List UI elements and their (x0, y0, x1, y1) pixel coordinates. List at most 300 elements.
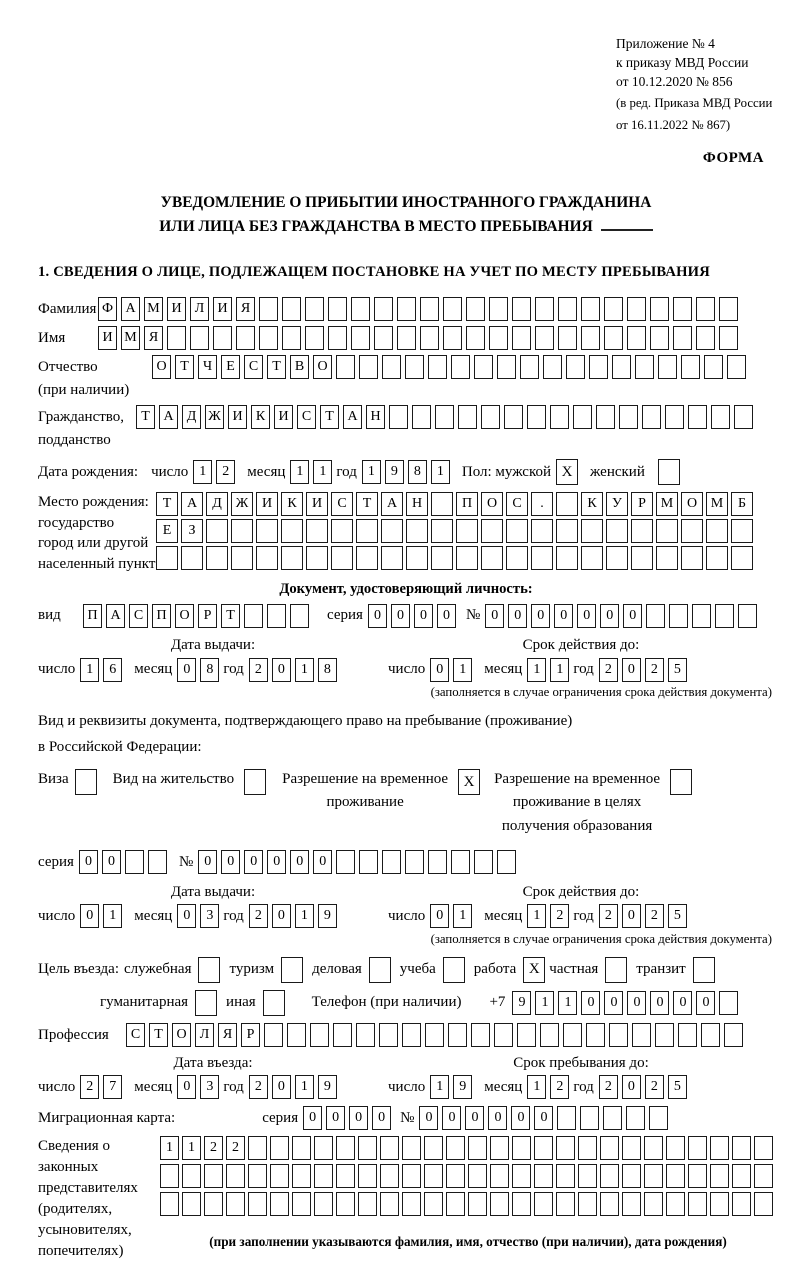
char-cell[interactable]: О (313, 355, 332, 379)
char-cell[interactable] (490, 1136, 509, 1160)
char-cell[interactable] (754, 1192, 773, 1216)
doc-issue-year-cells[interactable] (249, 658, 341, 682)
char-cell[interactable] (431, 492, 453, 516)
char-cell[interactable] (333, 1023, 352, 1047)
char-cell[interactable] (328, 326, 347, 350)
char-cell[interactable] (512, 1136, 531, 1160)
char-cell[interactable]: 5 (668, 904, 687, 928)
char-cell[interactable]: С (126, 1023, 145, 1047)
char-cell[interactable] (504, 405, 523, 429)
char-cell[interactable] (701, 1023, 720, 1047)
char-cell[interactable] (658, 355, 677, 379)
char-cell[interactable] (328, 297, 347, 321)
surname-cells[interactable] (98, 297, 742, 321)
char-cell[interactable] (512, 297, 531, 321)
char-cell[interactable]: 1 (453, 904, 472, 928)
char-cell[interactable] (244, 604, 263, 628)
purpose-work-checkbox[interactable]: X (523, 957, 545, 983)
char-cell[interactable]: Р (241, 1023, 260, 1047)
char-cell[interactable]: Я (144, 326, 163, 350)
char-cell[interactable] (446, 1192, 465, 1216)
char-cell[interactable] (626, 1106, 645, 1130)
char-cell[interactable] (606, 519, 628, 543)
char-cell[interactable] (512, 326, 531, 350)
residence-permit-checkbox[interactable] (244, 769, 266, 795)
char-cell[interactable] (631, 519, 653, 543)
char-cell[interactable]: Ф (98, 297, 117, 321)
entry-day-cells[interactable] (80, 1075, 126, 1099)
char-cell[interactable]: Е (221, 355, 240, 379)
char-cell[interactable] (259, 297, 278, 321)
char-cell[interactable] (402, 1164, 421, 1188)
birth-day-cells[interactable] (193, 460, 239, 484)
doc-valid-day-cells[interactable] (430, 658, 476, 682)
permit-series-cells[interactable] (79, 850, 171, 874)
char-cell[interactable]: Т (267, 355, 286, 379)
char-cell[interactable]: 0 (622, 658, 641, 682)
char-cell[interactable]: Д (206, 492, 228, 516)
patronymic-cells[interactable] (152, 355, 750, 379)
char-cell[interactable] (314, 1164, 333, 1188)
doc-issue-month-cells[interactable] (177, 658, 223, 682)
char-cell[interactable]: В (290, 355, 309, 379)
char-cell[interactable] (566, 355, 585, 379)
char-cell[interactable] (681, 519, 703, 543)
char-cell[interactable]: 8 (200, 658, 219, 682)
char-cell[interactable] (490, 1164, 509, 1188)
permit-valid-year-cells[interactable] (599, 904, 691, 928)
char-cell[interactable] (706, 546, 728, 570)
char-cell[interactable] (282, 297, 301, 321)
char-cell[interactable]: 0 (80, 904, 99, 928)
char-cell[interactable]: Е (156, 519, 178, 543)
migration-number-cells[interactable] (419, 1106, 672, 1130)
char-cell[interactable] (259, 326, 278, 350)
char-cell[interactable] (692, 604, 711, 628)
char-cell[interactable] (704, 355, 723, 379)
temp-residence-checkbox[interactable]: X (458, 769, 480, 795)
char-cell[interactable]: 2 (599, 904, 618, 928)
char-cell[interactable] (719, 991, 738, 1015)
char-cell[interactable]: 0 (622, 904, 641, 928)
char-cell[interactable] (512, 1164, 531, 1188)
char-cell[interactable] (644, 1136, 663, 1160)
char-cell[interactable] (706, 519, 728, 543)
char-cell[interactable]: 0 (221, 850, 240, 874)
char-cell[interactable] (248, 1136, 267, 1160)
char-cell[interactable] (256, 519, 278, 543)
char-cell[interactable] (642, 405, 661, 429)
char-cell[interactable] (336, 355, 355, 379)
doc-kind-cells[interactable] (83, 604, 313, 628)
char-cell[interactable] (424, 1192, 443, 1216)
char-cell[interactable]: С (129, 604, 148, 628)
char-cell[interactable] (688, 405, 707, 429)
char-cell[interactable] (358, 1136, 377, 1160)
char-cell[interactable]: З (181, 519, 203, 543)
char-cell[interactable]: 0 (326, 1106, 345, 1130)
char-cell[interactable] (631, 546, 653, 570)
char-cell[interactable] (160, 1164, 179, 1188)
char-cell[interactable]: А (159, 405, 178, 429)
char-cell[interactable]: И (167, 297, 186, 321)
char-cell[interactable]: 0 (272, 904, 291, 928)
char-cell[interactable] (231, 519, 253, 543)
char-cell[interactable]: 0 (531, 604, 550, 628)
char-cell[interactable] (540, 1023, 559, 1047)
char-cell[interactable]: 0 (581, 991, 600, 1015)
char-cell[interactable] (412, 405, 431, 429)
phone-cells[interactable] (512, 991, 742, 1015)
doc-number-cells[interactable] (485, 604, 761, 628)
char-cell[interactable]: К (281, 492, 303, 516)
char-cell[interactable] (696, 326, 715, 350)
char-cell[interactable] (424, 1136, 443, 1160)
char-cell[interactable] (292, 1192, 311, 1216)
char-cell[interactable] (125, 850, 144, 874)
char-cell[interactable] (389, 405, 408, 429)
char-cell[interactable] (754, 1136, 773, 1160)
char-cell[interactable]: Р (631, 492, 653, 516)
char-cell[interactable] (673, 297, 692, 321)
char-cell[interactable] (581, 326, 600, 350)
char-cell[interactable]: Т (136, 405, 155, 429)
char-cell[interactable]: 0 (349, 1106, 368, 1130)
char-cell[interactable] (581, 297, 600, 321)
char-cell[interactable] (397, 297, 416, 321)
char-cell[interactable] (468, 1136, 487, 1160)
char-cell[interactable]: 0 (508, 604, 527, 628)
char-cell[interactable]: 0 (198, 850, 217, 874)
char-cell[interactable] (490, 1192, 509, 1216)
char-cell[interactable] (213, 326, 232, 350)
char-cell[interactable]: С (297, 405, 316, 429)
sex-female-checkbox[interactable] (658, 459, 680, 485)
char-cell[interactable] (603, 1106, 622, 1130)
char-cell[interactable] (281, 546, 303, 570)
char-cell[interactable] (534, 1164, 553, 1188)
char-cell[interactable]: Р (198, 604, 217, 628)
char-cell[interactable]: 0 (442, 1106, 461, 1130)
char-cell[interactable]: И (228, 405, 247, 429)
char-cell[interactable] (456, 519, 478, 543)
char-cell[interactable] (374, 326, 393, 350)
char-cell[interactable] (468, 1164, 487, 1188)
char-cell[interactable]: Л (190, 297, 209, 321)
char-cell[interactable]: Т (320, 405, 339, 429)
char-cell[interactable] (512, 1192, 531, 1216)
char-cell[interactable] (206, 546, 228, 570)
char-cell[interactable] (402, 1023, 421, 1047)
char-cell[interactable] (710, 1192, 729, 1216)
givenname-cells[interactable] (98, 326, 742, 350)
char-cell[interactable] (167, 326, 186, 350)
char-cell[interactable] (270, 1164, 289, 1188)
char-cell[interactable] (534, 1136, 553, 1160)
char-cell[interactable] (732, 1136, 751, 1160)
char-cell[interactable]: 0 (430, 904, 449, 928)
char-cell[interactable]: 0 (177, 658, 196, 682)
char-cell[interactable] (281, 519, 303, 543)
char-cell[interactable] (443, 297, 462, 321)
char-cell[interactable] (356, 1023, 375, 1047)
char-cell[interactable]: 1 (453, 658, 472, 682)
char-cell[interactable] (206, 519, 228, 543)
char-cell[interactable] (600, 1192, 619, 1216)
char-cell[interactable] (287, 1023, 306, 1047)
char-cell[interactable] (600, 1136, 619, 1160)
char-cell[interactable] (466, 297, 485, 321)
char-cell[interactable] (451, 355, 470, 379)
char-cell[interactable]: 1 (550, 658, 569, 682)
char-cell[interactable] (380, 1164, 399, 1188)
char-cell[interactable]: 1 (295, 1075, 314, 1099)
char-cell[interactable] (402, 1136, 421, 1160)
char-cell[interactable]: А (181, 492, 203, 516)
char-cell[interactable] (506, 519, 528, 543)
char-cell[interactable]: 7 (103, 1075, 122, 1099)
char-cell[interactable]: 0 (102, 850, 121, 874)
char-cell[interactable]: 0 (372, 1106, 391, 1130)
char-cell[interactable]: 0 (627, 991, 646, 1015)
char-cell[interactable]: 8 (318, 658, 337, 682)
char-cell[interactable]: У (606, 492, 628, 516)
char-cell[interactable] (236, 326, 255, 350)
char-cell[interactable]: Т (356, 492, 378, 516)
char-cell[interactable] (622, 1192, 641, 1216)
char-cell[interactable]: К (251, 405, 270, 429)
char-cell[interactable] (710, 1164, 729, 1188)
char-cell[interactable] (446, 1164, 465, 1188)
char-cell[interactable]: Л (195, 1023, 214, 1047)
char-cell[interactable]: 1 (103, 904, 122, 928)
char-cell[interactable] (359, 355, 378, 379)
char-cell[interactable]: 3 (200, 1075, 219, 1099)
char-cell[interactable]: 0 (604, 991, 623, 1015)
char-cell[interactable]: 0 (414, 604, 433, 628)
char-cell[interactable] (724, 1023, 743, 1047)
char-cell[interactable] (731, 546, 753, 570)
stay-day-cells[interactable] (430, 1075, 476, 1099)
char-cell[interactable] (256, 546, 278, 570)
char-cell[interactable] (190, 326, 209, 350)
char-cell[interactable] (678, 1023, 697, 1047)
char-cell[interactable] (673, 326, 692, 350)
char-cell[interactable] (578, 1136, 597, 1160)
char-cell[interactable]: 0 (673, 991, 692, 1015)
char-cell[interactable] (556, 519, 578, 543)
birth-month-cells[interactable] (290, 460, 336, 484)
char-cell[interactable]: 9 (318, 1075, 337, 1099)
char-cell[interactable] (451, 850, 470, 874)
char-cell[interactable]: 0 (488, 1106, 507, 1130)
char-cell[interactable] (596, 405, 615, 429)
char-cell[interactable]: 2 (550, 904, 569, 928)
char-cell[interactable] (732, 1192, 751, 1216)
char-cell[interactable] (481, 546, 503, 570)
char-cell[interactable] (481, 405, 500, 429)
char-cell[interactable]: 1 (160, 1136, 179, 1160)
doc-valid-month-cells[interactable] (527, 658, 573, 682)
char-cell[interactable]: 1 (295, 904, 314, 928)
char-cell[interactable] (644, 1192, 663, 1216)
char-cell[interactable] (669, 604, 688, 628)
char-cell[interactable] (600, 1164, 619, 1188)
entry-year-cells[interactable] (249, 1075, 341, 1099)
char-cell[interactable] (292, 1164, 311, 1188)
char-cell[interactable]: 2 (645, 904, 664, 928)
birthplace-line2-cells[interactable] (156, 519, 756, 543)
char-cell[interactable]: 6 (103, 658, 122, 682)
char-cell[interactable]: Т (175, 355, 194, 379)
char-cell[interactable] (148, 850, 167, 874)
char-cell[interactable] (351, 326, 370, 350)
char-cell[interactable]: А (381, 492, 403, 516)
char-cell[interactable]: 0 (534, 1106, 553, 1130)
char-cell[interactable] (557, 1106, 576, 1130)
char-cell[interactable]: Ж (231, 492, 253, 516)
char-cell[interactable]: И (98, 326, 117, 350)
char-cell[interactable]: Ч (198, 355, 217, 379)
char-cell[interactable] (474, 850, 493, 874)
char-cell[interactable]: Т (149, 1023, 168, 1047)
char-cell[interactable]: 2 (204, 1136, 223, 1160)
char-cell[interactable] (446, 1136, 465, 1160)
permit-issue-year-cells[interactable] (249, 904, 341, 928)
doc-issue-day-cells[interactable] (80, 658, 126, 682)
char-cell[interactable]: 0 (430, 658, 449, 682)
char-cell[interactable] (556, 1192, 575, 1216)
char-cell[interactable] (468, 1192, 487, 1216)
char-cell[interactable] (734, 405, 753, 429)
char-cell[interactable] (182, 1192, 201, 1216)
permit-valid-day-cells[interactable] (430, 904, 476, 928)
char-cell[interactable] (710, 1136, 729, 1160)
char-cell[interactable] (356, 519, 378, 543)
char-cell[interactable]: Н (366, 405, 385, 429)
char-cell[interactable] (182, 1164, 201, 1188)
char-cell[interactable]: И (213, 297, 232, 321)
char-cell[interactable] (282, 326, 301, 350)
char-cell[interactable] (580, 1106, 599, 1130)
char-cell[interactable] (160, 1192, 179, 1216)
char-cell[interactable] (586, 1023, 605, 1047)
char-cell[interactable] (609, 1023, 628, 1047)
char-cell[interactable] (578, 1164, 597, 1188)
char-cell[interactable]: 0 (177, 1075, 196, 1099)
char-cell[interactable] (604, 326, 623, 350)
char-cell[interactable]: Д (182, 405, 201, 429)
char-cell[interactable] (443, 326, 462, 350)
char-cell[interactable] (314, 1136, 333, 1160)
permit-issue-day-cells[interactable] (80, 904, 126, 928)
char-cell[interactable] (428, 355, 447, 379)
char-cell[interactable]: 3 (200, 904, 219, 928)
char-cell[interactable] (336, 850, 355, 874)
char-cell[interactable] (556, 492, 578, 516)
char-cell[interactable] (425, 1023, 444, 1047)
char-cell[interactable] (204, 1192, 223, 1216)
char-cell[interactable]: Я (236, 297, 255, 321)
char-cell[interactable]: 0 (554, 604, 573, 628)
char-cell[interactable]: 1 (527, 1075, 546, 1099)
doc-series-cells[interactable] (368, 604, 460, 628)
char-cell[interactable] (558, 297, 577, 321)
stay-year-cells[interactable] (599, 1075, 691, 1099)
char-cell[interactable] (381, 519, 403, 543)
char-cell[interactable] (656, 546, 678, 570)
char-cell[interactable] (688, 1164, 707, 1188)
char-cell[interactable]: 2 (80, 1075, 99, 1099)
char-cell[interactable] (665, 405, 684, 429)
char-cell[interactable]: 9 (318, 904, 337, 928)
char-cell[interactable] (448, 1023, 467, 1047)
char-cell[interactable]: 9 (512, 991, 531, 1015)
char-cell[interactable]: 5 (668, 658, 687, 682)
birth-year-cells[interactable] (362, 460, 454, 484)
char-cell[interactable] (604, 297, 623, 321)
char-cell[interactable]: 2 (599, 658, 618, 682)
char-cell[interactable] (380, 1192, 399, 1216)
char-cell[interactable] (550, 405, 569, 429)
char-cell[interactable] (431, 519, 453, 543)
char-cell[interactable] (573, 405, 592, 429)
char-cell[interactable]: 0 (272, 658, 291, 682)
representatives-line1-cells[interactable] (160, 1136, 776, 1160)
permit-issue-month-cells[interactable] (177, 904, 223, 928)
char-cell[interactable] (649, 1106, 668, 1130)
char-cell[interactable] (380, 1136, 399, 1160)
char-cell[interactable] (381, 546, 403, 570)
char-cell[interactable]: 1 (527, 658, 546, 682)
char-cell[interactable]: 1 (362, 460, 381, 484)
char-cell[interactable]: 1 (193, 460, 212, 484)
char-cell[interactable]: 0 (272, 1075, 291, 1099)
char-cell[interactable] (534, 1192, 553, 1216)
purpose-transit-checkbox[interactable] (693, 957, 715, 983)
char-cell[interactable] (431, 546, 453, 570)
char-cell[interactable] (556, 546, 578, 570)
profession-cells[interactable] (126, 1023, 747, 1047)
char-cell[interactable] (156, 546, 178, 570)
char-cell[interactable]: А (121, 297, 140, 321)
char-cell[interactable] (359, 850, 378, 874)
char-cell[interactable] (681, 546, 703, 570)
char-cell[interactable]: М (144, 297, 163, 321)
char-cell[interactable]: 2 (249, 904, 268, 928)
char-cell[interactable]: 0 (313, 850, 332, 874)
char-cell[interactable]: 0 (465, 1106, 484, 1130)
char-cell[interactable]: 2 (599, 1075, 618, 1099)
char-cell[interactable] (650, 326, 669, 350)
char-cell[interactable] (351, 297, 370, 321)
char-cell[interactable] (666, 1192, 685, 1216)
char-cell[interactable]: 0 (177, 904, 196, 928)
char-cell[interactable]: 1 (527, 904, 546, 928)
char-cell[interactable] (581, 546, 603, 570)
char-cell[interactable] (306, 546, 328, 570)
char-cell[interactable]: 0 (437, 604, 456, 628)
char-cell[interactable] (290, 604, 309, 628)
purpose-official-checkbox[interactable] (198, 957, 220, 983)
char-cell[interactable]: 1 (80, 658, 99, 682)
char-cell[interactable] (619, 405, 638, 429)
char-cell[interactable] (627, 297, 646, 321)
char-cell[interactable] (481, 519, 503, 543)
char-cell[interactable] (306, 519, 328, 543)
char-cell[interactable] (248, 1192, 267, 1216)
char-cell[interactable] (622, 1164, 641, 1188)
